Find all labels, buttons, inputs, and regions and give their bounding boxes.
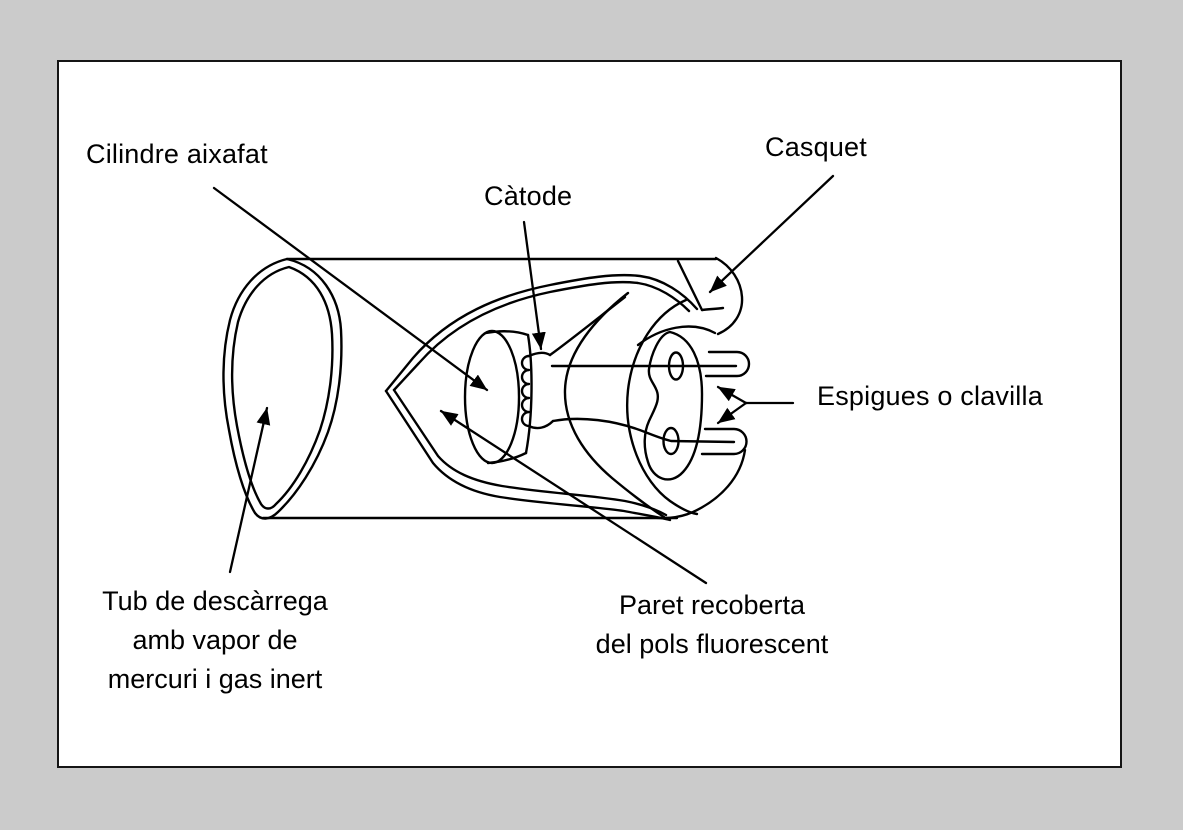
label-paret-line-1: Paret recoberta bbox=[618, 590, 806, 620]
catode-leader-arrow bbox=[524, 222, 541, 349]
cap-pins bbox=[702, 352, 749, 454]
label-paret-recoberta bbox=[562, 586, 862, 664]
label-catode: Càtode bbox=[484, 181, 573, 211]
espigues-lower-arrow bbox=[718, 403, 746, 423]
label-tub-line-3: mercuri i gas inert bbox=[107, 664, 323, 694]
label-paret-line-2: del pols fluorescent bbox=[595, 629, 829, 659]
label-tub-de-descarrega bbox=[65, 582, 365, 699]
label-casquet: Casquet bbox=[765, 132, 867, 162]
label-tub-line-2: amb vapor de bbox=[132, 625, 298, 655]
label-espigues-o-clavilla: Espigues o clavilla bbox=[817, 381, 1043, 411]
label-cilindre-aixafat: Cilindre aixafat bbox=[86, 139, 268, 169]
espigues-upper-arrow bbox=[718, 387, 746, 403]
tub-leader-arrow bbox=[230, 408, 267, 572]
discharge-tube-end bbox=[223, 259, 341, 519]
upper-pin bbox=[706, 352, 749, 376]
casquet-leader-arrow bbox=[710, 176, 833, 292]
flattened-cylinder bbox=[465, 331, 532, 463]
label-tub-line-1: Tub de descàrrega bbox=[102, 586, 328, 616]
cutaway-glass-edge bbox=[386, 275, 697, 520]
